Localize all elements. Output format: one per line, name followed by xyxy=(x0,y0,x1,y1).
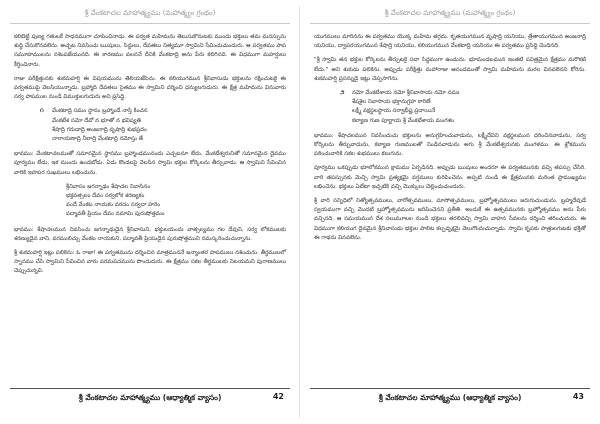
page-body xyxy=(6,24,294,277)
page-footer xyxy=(10,388,290,407)
left-page xyxy=(6,0,294,424)
page-body xyxy=(306,24,594,243)
footer-title: శ్రీ వేంకటాచల మాహాత్మ్యము (ఆధ్యాత్మిక వ్యాసం) xyxy=(378,393,522,402)
verse-line: శేషాద్రి గరుడాద్రి అంజనాద్రి వృషాద్రి శుభప్రదం xyxy=(52,126,147,133)
verse-line: వందే వేంకట నాయకం వరదం సర్వదా హరిం xyxy=(66,202,161,209)
verse-block xyxy=(54,183,286,220)
paragraph: భావము: వేంకటాచలముతో సమానమైన స్థానము బ్రహ్మాండమునందు ఎచ్చటనూ లేదు. వేంకటేశ్వరునితో సమానమైన దైవము పూర్వము లేడు, ఇక ముందు ఉండబోడు. ఏడు కొండలపై వెలసిన స్వామి భక్తుల కోర్కెలను తీర్చువాడు. ఆ స్వామిని సేవించిన వారికి ఇహపర సుఖములు లభించును. xyxy=(14,151,286,176)
page-divider xyxy=(299,6,300,418)
verse-line: భక్తవత్సలం దేవం సర్వలోక శరణ్యకం xyxy=(66,193,145,200)
page-number: 43 xyxy=(572,392,584,401)
running-header: శ్రీ వేంకటాచల మాహాత్మ్యము (మహాత్మ్యం గ్రంథం) xyxy=(10,4,290,24)
page-footer xyxy=(310,388,590,407)
verse-line: ౨ నమో వేంకటేశాయ నమో శ్రీనివాసాయ నమో నమః xyxy=(340,89,586,98)
paragraph: శ్రీ శుకమహర్షి ఇట్లు పలికెను: ఓ రాజా! ఈ పర్వతమును దర్శించిన మాత్రముననే జన్మాంతర పాపములు నశించును. తీర్థములలో స్నానము చేసి స్వామిని సేవించిన వారు పరమపదమును పొందుదురు. ఈ క్షేత్రము సకల తీర్థములకు నిలయమని పురాణములు చెప్పుచున్నవి. xyxy=(14,250,286,275)
verse-line: వేంకటేశ సమో దేవో న భూతో న భవిష్యతి xyxy=(52,117,141,124)
paragraph: "శ్రీ స్వామి తన భక్తుల కోర్కెలను తీర్చుటకై సదా సిద్ధముగా ఉండును. భూమండలమున ఇంతటి పవిత్రమైన క్షేత్రము మరొకటి లేదు." అని శుకుడు పలికెను. అప్పుడు పరీక్షిత్తు మహారాజు ఆనందముతో స్వామి మహిమను మరల వినవలెనని కోరెను. శుకమహర్షి ప్రసన్నుడై ఇట్లు చెప్పసాగెను. xyxy=(314,57,586,82)
verse-line: నారాయణాద్రి నీలాద్రి వేంకటాద్రి నమోస్తు తే xyxy=(52,136,144,143)
paragraph: యుగములు మారినను ఈ పర్వతము యొక్క మహిమ తగ్గదు. కృతయుగమున వృషాద్రి యనియు, త్రేతాయుగమున అంజనాద్రి యనియు, ద్వాపరయుగమున శేషాద్రి యనియు, కలియుగమున వేంకటాద్రి యనియు ఈ పర్వతము ప్రసిద్ధి చెందినది. xyxy=(314,34,586,50)
verse-line: లక్ష్మీ వక్షస్థలస్థాయ సర్వాభీష్ట ప్రదాయినే xyxy=(352,108,436,115)
verse-line: శేషశైల నివాసాయ భక్తానుగ్రహ కారిణే xyxy=(352,99,431,106)
paragraph: భావము: శేషాచలమున నివసించు జగన్నాథుడైన శ్రీనివాసుని, భక్తులయందు వాత్సల్యము గల దేవుని, సర్వ లోకములకు శరణ్యుడైన వాని, వరములిచ్చు వేంకట నాయకుని, పద్మావతీ ప్రియుడైన పురుషోత్తముని నమస్కరించుచున్నాను. xyxy=(14,226,286,242)
verse-block xyxy=(340,89,586,126)
verse-number: ౧ xyxy=(40,108,44,115)
footer-title: శ్రీ వేంకటాచల మాహాత్మ్యము (ఆధ్యాత్మిక వ్యాసం) xyxy=(78,393,222,402)
paragraph: రాజు పరీక్షిత్తునకు శుకమహర్షి ఈ విషయమును తెలియజేసెను. ఈ కలియుగమున శ్రీనివాసుడు భక్తులను రక్షించుటకై ఈ పర్వతముపై వెలసియున్నాడు. బ్రహ్మాది దేవతలు సైతము ఈ స్వామిని దర్శించి ధన్యులగుదురు. ఈ క్షేత్ర మహిమను వినువారు సర్వ పాపముల నుండి విముక్తులగుదురు అని ప్రసిద్ధి. xyxy=(14,75,286,101)
running-header: శ్రీ వేంకటాచల మాహాత్మ్యము (మహాత్మ్యం గ్రంథం) xyxy=(310,4,590,24)
verse-number: ౨ xyxy=(340,90,345,97)
verse-line: ౧ వేంకటాద్రి సమం స్థానం బ్రహ్మాండే నాస్తి కించన xyxy=(40,107,286,116)
verse-line: పద్మావతీ ప్రియం దేవం నమామి పురుషోత్తమం xyxy=(66,211,165,218)
paragraph: కలిబెట్టి పుణ్య గతులకే సాధనముగా చూపించినాడు. ఈ పర్వత మహిమను తెలుసుకొనుటకు ముందు భక్తులు తమ మనస్సును శుద్ధి చేసుకొనవలెను. అచ్చట నివసించు ఋషులు, సిద్ధులు, దేవతలు నిత్యమూ స్వామిని సేవించుచుందురు. ఆ పర్వతము పాప సమూహములను నశింపజేయునది. ఈ కారణము వలననే దీనికి వేంకటాద్రి అను పేరు కలిగినది. ఈ విధముగా మహర్షులు కీర్తించినారు. xyxy=(14,34,286,68)
verse-line: కల్యాణ గుణ పూర్ణాయ శ్రీ వేంకటేశాయ మంగళం xyxy=(352,117,455,124)
verse-block xyxy=(40,107,286,144)
paragraph: భావము: శేషాచలమున నివసించుచు భక్తులను అనుగ్రహించువాడును, లక్ష్మీదేవిని వక్షస్థలమున ధరించినవాడును, సర్వ కోర్కెలను తీర్చువాడును, కల్యాణ గుణములతో నిండినవాడును అగు శ్రీ వేంకటేశ్వరునకు మంగళము. ఈ శ్లోకమును పఠించువారికి సకల శుభములు కలుగును. xyxy=(314,132,586,158)
verse-line: శ్రీనివాసం జగన్నాథం శేషాచల నివాసినం xyxy=(66,183,151,190)
paragraph: పూర్వము ఒకప్పుడు భూలోకమున క్షామము ఏర్పడినది. అప్పుడు ఋషులు అందరూ ఈ పర్వతమునకు వచ్చి తపస్సు చేసిరి. వారి తపస్సునకు మెచ్చి స్వామి ప్రత్యక్షమై వర్షములు కురిపించెను. అప్పటి నుండి ఈ క్షేత్రమునకు మరింత ప్రాముఖ్యము లభించెను. భక్తులు ఏటేటా ఇచ్చటికి వచ్చి మొక్కులు చెల్లించుచుందురు. xyxy=(314,165,586,190)
page-number: 42 xyxy=(272,392,284,401)
paragraph: శ్రీ వారి సన్నిధిలో నిత్యోత్సవములు, వారోత్సవములు, మాసోత్సవములు, బ్రహ్మోత్సవములు జరుగుచుండును. బ్రహ్మదేవుడే స్వయముగా వచ్చి మొదటి బ్రహ్మోత్సవమును జరిపించెనని ప్రతీతి. అందుకే ఈ ఉత్సవమునకు బ్రహ్మోత్సవము అను పేరు వచ్చినది. ఆ సమయమున దేశ నలుమూలల నుండి భక్తులు తరలివచ్చి స్వామి వాహన సేవలను దర్శించి తరించుదురు. ఈ విధముగా కలియుగ దైవమైన శ్రీనివాసుడు భక్తుల పాలిట కల్పవృక్షమై వెలుగొందుచున్నాడు. స్వామి కృపకు పాత్రులగుటకు భక్తితో ఈ గాథను వినవలెను. xyxy=(314,198,586,241)
right-page xyxy=(306,0,594,424)
